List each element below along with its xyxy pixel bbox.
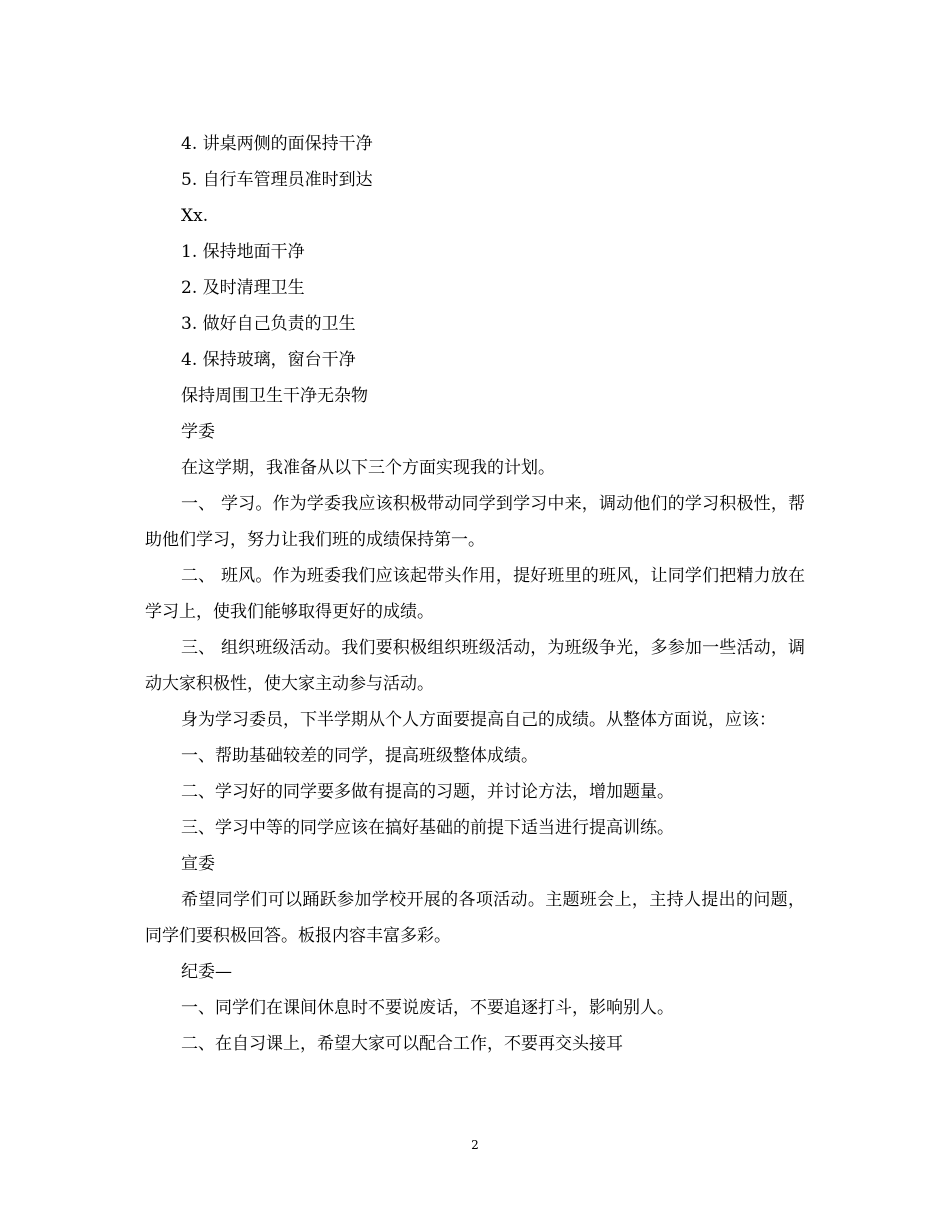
paragraph: 在这学期，我准备从以下三个方面实现我的计划。 [181,458,555,478]
section-heading: 纪委— [181,962,232,982]
paragraph: 保持周围卫生干净无杂物 [181,386,368,406]
paragraph: 4. 保持玻璃，窗台干净 [181,350,356,370]
paragraph: 一、同学们在课间休息时不要说废话，不要追逐打斗，影响别人。 [181,998,674,1018]
document-body [145,126,805,1062]
paragraph: 5. 自行车管理员准时到达 [181,170,373,190]
paragraph: 一、 学习。作为学委我应该积极带动同学到学习中来，调动他们的学习积极性，帮助他们学习，努力让我们班的成绩保持第一。 [145,494,805,550]
paragraph: 希望同学们可以踊跃参加学校开展的各项活动。主题班会上，主持人提出的问题，同学们要积极回答。板报内容丰富多彩。 [145,890,805,946]
paragraph: 身为学习委员，下半学期从个人方面要提高自己的成绩。从整体方面说，应该： [181,710,776,730]
paragraph: 2. 及时清理卫生 [181,278,305,298]
paragraph: 1. 保持地面干净 [181,242,305,262]
paragraph: 二、在自习课上，希望大家可以配合工作，不要再交头接耳 [181,1034,623,1054]
paragraph: 3. 做好自己负责的卫生 [181,314,356,334]
paragraph: 一、帮助基础较差的同学，提高班级整体成绩。 [181,746,538,766]
paragraph: Xx. [181,206,209,226]
paragraph: 二、 班风。作为班委我们应该起带头作用，提好班里的班风，让同学们把精力放在学习上，使我们能够取得更好的成绩。 [145,566,805,622]
page-number: 2 [471,1138,479,1152]
paragraph: 三、学习中等的同学应该在搞好基础的前提下适当进行提高训练。 [181,818,674,838]
paragraph: 4. 讲桌两侧的面保持干净 [181,134,373,154]
paragraph: 二、学习好的同学要多做有提高的习题，并讨论方法，增加题量。 [181,782,674,802]
paragraph: 三、 组织班级活动。我们要积极组织班级活动，为班级争光，多参加一些活动，调动大家积极性，使大家主动参与活动。 [145,638,805,694]
section-heading: 学委 [181,422,215,442]
section-heading: 宣委 [181,854,215,874]
